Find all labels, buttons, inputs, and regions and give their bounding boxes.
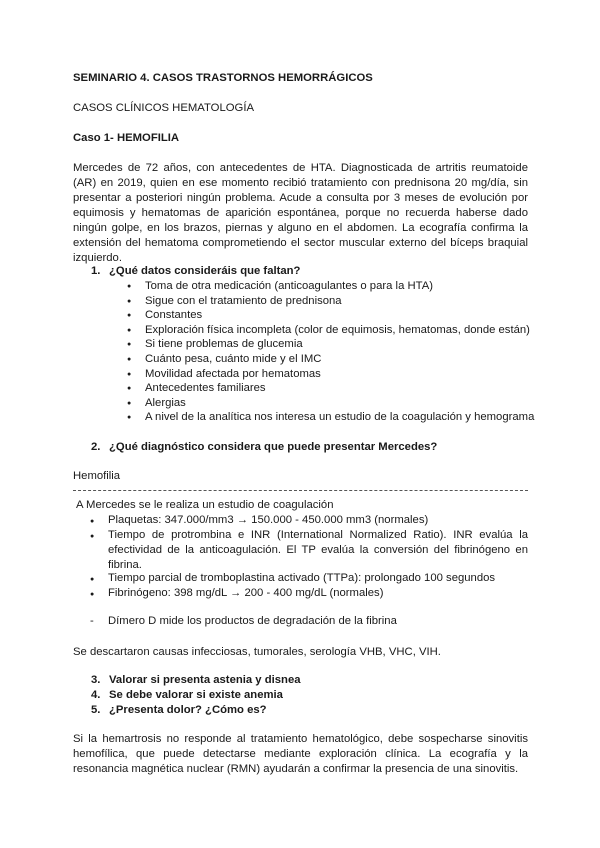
document-title: SEMINARIO 4. CASOS TRASTORNOS HEMORRÁGICOS	[73, 72, 373, 84]
case-title: Caso 1- HEMOFILIA	[73, 132, 180, 144]
list-item: ● Si tiene problemas de glucemia	[145, 337, 545, 352]
question-4-text: Se debe valorar si existe anemia	[109, 689, 283, 701]
question-1-text: ¿Qué datos consideráis que faltan?	[109, 265, 301, 277]
question-1	[91, 264, 531, 279]
section-title: CASOS CLÍNICOS HEMATOLOGÍA	[73, 102, 254, 114]
question-5-number: 5.	[91, 704, 101, 716]
list-item: ● Toma de otra medicación (anticoagulantes o para la HTA)	[145, 279, 545, 294]
question-2	[91, 440, 531, 455]
diagnosis-answer: Hemofilia	[73, 470, 121, 482]
missing-data-list	[145, 279, 545, 425]
question-3-number: 3.	[91, 674, 101, 686]
question-5	[91, 703, 531, 718]
list-item: ● Cuánto pesa, cuánto mide y el IMC	[145, 352, 545, 367]
question-1-number: 1.	[91, 265, 101, 277]
conclusion-paragraph: Si la hemartrosis no responde al tratamiento hematológico, debe sospecharse sinovitis hemofílica, que puede detectarse mediante exploración clínica. La ecografía y la resonancia magnética nuclear (RMN) ayudarán a confirmar la presencia de una sinovitis.	[73, 733, 528, 775]
lab-item-fibrinogen: Fibrinógeno: 398 mg/dL → 200 - 400 mg/dL (normales)	[108, 587, 384, 599]
bullet-marker: ●	[90, 576, 95, 583]
lab-item-d-dimer: Dímero D mide los productos de degradación de la fibrina	[108, 615, 397, 627]
question-5-text: ¿Presenta dolor? ¿Cómo es?	[109, 704, 267, 716]
list-item: ● Constantes	[145, 308, 545, 323]
lab-item-prothrombin: Tiempo de protrombina e INR (International Normalized Ratio). INR evalúa la efectividad de la anticoagulación. El TP evalúa la conversión del fibrinógeno en fibrina.	[108, 529, 528, 571]
lab-item-platelets: Plaquetas: 347.000/mm3 → 150.000 - 450.000 mm3 (normales)	[108, 514, 429, 526]
question-2-text: ¿Qué diagnóstico considera que puede presentar Mercedes?	[109, 441, 438, 453]
list-item: ● Antecedentes familiares	[145, 381, 545, 396]
question-3	[91, 673, 531, 688]
list-item: ● Alergias	[145, 396, 545, 411]
discarded-causes: Se descartaron causas infecciosas, tumorales, serología VHB, VHC, VIH.	[73, 646, 441, 658]
dashed-divider	[73, 490, 528, 491]
bullet-marker: ●	[90, 533, 95, 540]
list-item: ● A nivel de la analítica nos interesa un estudio de la coagulación y hemograma	[145, 410, 545, 425]
question-4-number: 4.	[91, 689, 101, 701]
lab-item-ttpa: Tiempo parcial de tromboplastina activado (TTPa): prolongado 100 segundos	[108, 572, 496, 584]
question-3-text: Valorar si presenta astenia y disnea	[109, 674, 301, 686]
case-intro-paragraph: Mercedes de 72 años, con antecedentes de HTA. Diagnosticada de artritis reumatoide (AR) en 2019, quien en ese momento recibió tratamiento con prednisona 20 mg/día, sin presentar a posteriori ningún problema. Acude a consulta por 3 meses de evolución por equimosis y hematomas de aparición espontánea, porque no recuerda haberse dado ningún golpe, en los brazos, piernas y alguno en el abdomen. La ecografía confirma la extensión del hematoma comprometiendo el sector muscular externo del bíceps braquial izquierdo.	[73, 162, 528, 264]
question-2-number: 2.	[91, 441, 101, 453]
bullet-marker: ●	[90, 591, 95, 598]
list-item: ● Movilidad afectada por hematomas	[145, 367, 545, 382]
coagulation-intro: A Mercedes se le realiza un estudio de coagulación	[76, 499, 334, 511]
bullet-marker: ●	[90, 518, 95, 525]
list-item: ● Sigue con el tratamiento de prednisona	[145, 294, 545, 309]
question-4	[91, 688, 531, 703]
list-item: ● Exploración física incompleta (color de equimosis, hematomas, donde están)	[145, 323, 545, 338]
dash-marker: -	[90, 615, 94, 627]
